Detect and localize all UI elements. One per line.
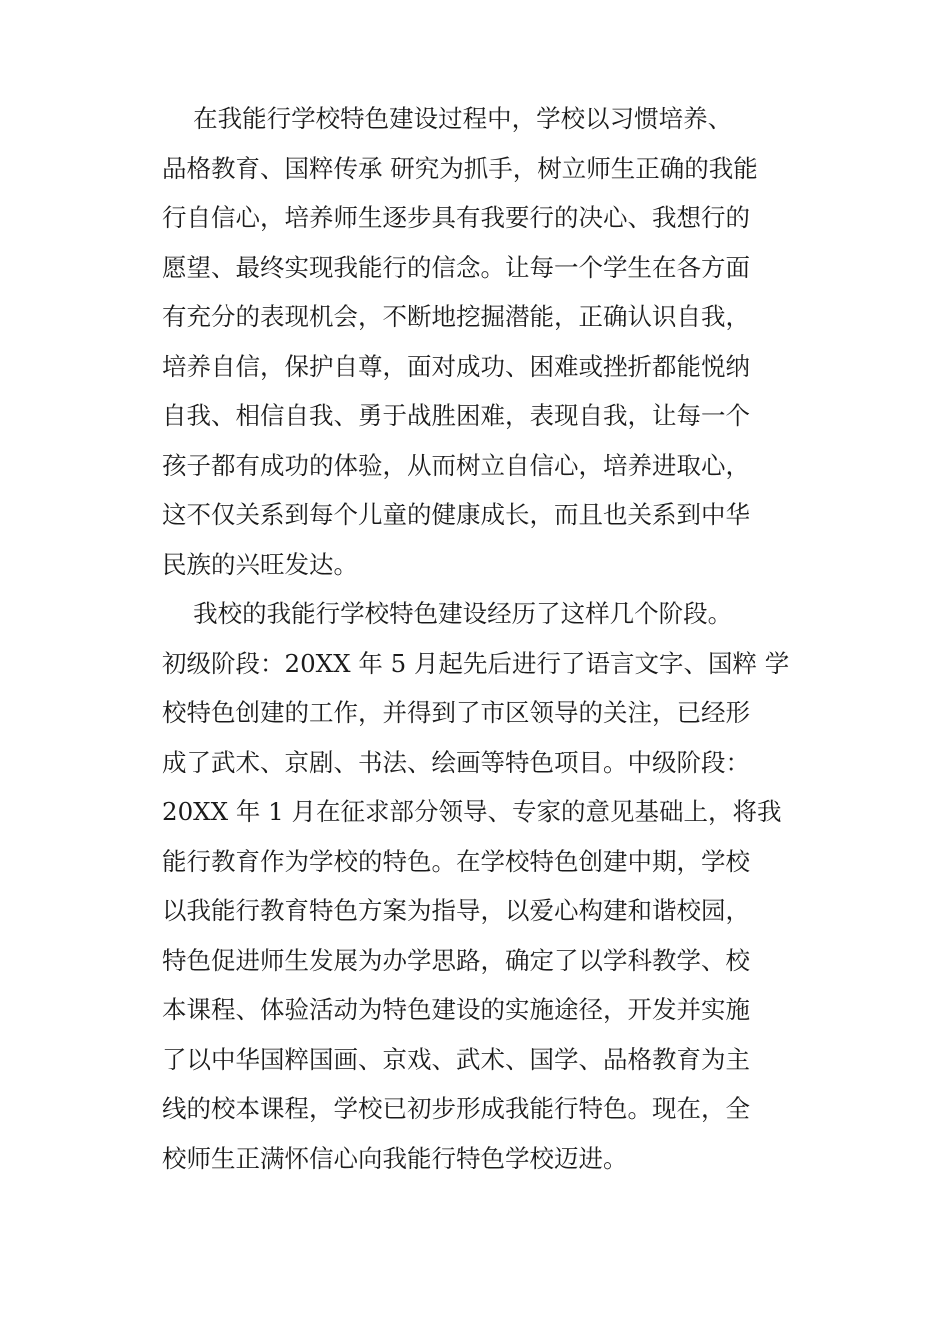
paragraph-1	[162, 94, 802, 589]
paragraph-line: 行自信心，培养师生逐步具有我要行的决心、我想行的	[162, 203, 750, 232]
paragraph-line: 民族的兴旺发达。	[162, 549, 358, 579]
paragraph-2	[162, 589, 802, 1183]
paragraph-line: 愿望、最终实现我能行的信念。让每一个学生在各方面	[162, 252, 750, 282]
paragraph-line: 成了武术、京剧、书法、绘画等特色项目。中级阶段：	[162, 747, 750, 777]
paragraph-line: 孩子都有成功的体验，从而树立自信心，培养进取心，	[162, 450, 750, 480]
paragraph-line: 初级阶段：20XX 年 5 月起先后进行了语言文字、国粹 学	[162, 648, 790, 678]
paragraph-line: 这不仅关系到每个儿童的健康成长，而且也关系到中华	[162, 500, 750, 529]
document-body	[162, 94, 802, 1183]
paragraph-line: 有充分的表现机会，不断地挖掘潜能，正确认识自我，	[162, 302, 750, 331]
paragraph-line: 20XX 年 1 月在征求部分领导、专家的意见基础上，将我	[162, 797, 782, 826]
paragraph-line: 自我、相信自我、勇于战胜困难，表现自我，让每一个	[162, 401, 750, 430]
paragraph-line: 在我能行学校特色建设过程中，学校以习惯培养、	[162, 104, 733, 133]
paragraph-line: 特色促进师生发展为办学思路，确定了以学科教学、校	[162, 945, 750, 975]
paragraph-line: 本课程、体验活动为特色建设的实施途径，开发并实施	[162, 995, 750, 1024]
paragraph-line: 线的校本课程，学校已初步形成我能行特色。现在，全	[162, 1094, 750, 1123]
paragraph-line: 以我能行教育特色方案为指导，以爱心构建和谐校园，	[162, 896, 750, 925]
paragraph-line: 了以中华国粹国画、京戏、武术、国学、品格教育为主	[162, 1044, 750, 1074]
paragraph-line: 培养自信，保护自尊，面对成功、困难或挫折都能悦纳	[162, 351, 750, 381]
paragraph-line: 校特色创建的工作，并得到了市区领导的关注，已经形	[162, 698, 750, 727]
paragraph-line: 校师生正满怀信心向我能行特色学校迈进。	[162, 1143, 628, 1173]
paragraph-line: 品格教育、国粹传承 研究为抓手，树立师生正确的我能	[162, 153, 758, 183]
paragraph-line: 我校的我能行学校特色建设经历了这样几个阶段。	[162, 599, 733, 628]
paragraph-line: 能行教育作为学校的特色。在学校特色创建中期，学校	[162, 846, 750, 876]
